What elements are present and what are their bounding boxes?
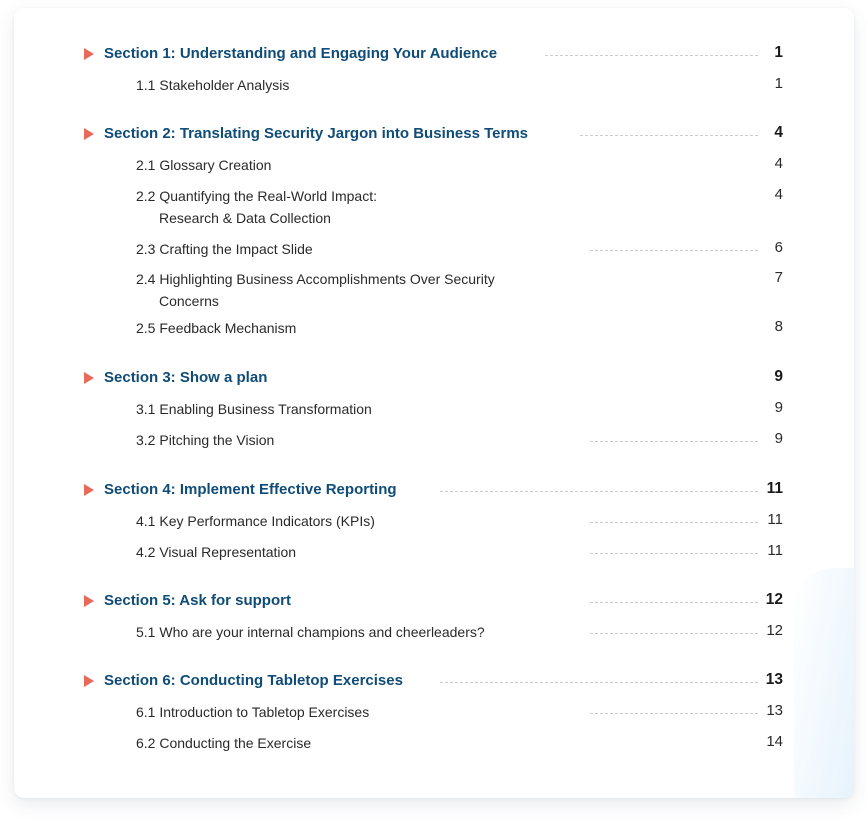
entry-page-number: 6 [774,239,783,256]
entry-page-number: 11 [767,511,783,528]
entry-title-line1: 2.4 Highlighting Business Accomplishments Over Security [136,271,495,287]
triangle-right-icon [84,48,94,60]
entry-page-number: 7 [774,269,783,286]
section-title[interactable]: Section 5: Ask for support [104,592,291,609]
section-page-number: 1 [774,44,783,61]
toc-entry-4-1[interactable] [0,510,868,532]
section-page-number: 4 [774,124,783,141]
section-title[interactable]: Section 1: Understanding and Engaging Your Audience [104,45,498,62]
entry-title[interactable] [136,268,495,312]
dot-leader [440,682,758,683]
toc-entry-3-1[interactable] [0,398,868,420]
toc-entry-2-1[interactable] [0,154,868,176]
dot-leader [590,602,758,603]
toc-section-3[interactable] [0,368,868,388]
toc-section-2[interactable] [0,124,868,144]
section-page-number: 13 [765,671,783,688]
toc-entry-1-1[interactable] [0,74,868,96]
section-title[interactable]: Section 4: Implement Effective Reporting [104,481,397,498]
dot-leader [545,55,758,56]
toc-entry-3-2[interactable] [0,429,868,451]
entry-title-line1: 2.2 Quantifying the Real-World Impact: [136,188,377,204]
section-title[interactable]: Section 2: Translating Security Jargon into Business Terms [104,125,528,142]
dot-leader [440,491,758,492]
triangle-right-icon [84,372,94,384]
toc-section-4[interactable] [0,480,868,500]
toc-section-5[interactable] [0,591,868,611]
entry-title[interactable]: 3.2 Pitching the Vision [136,432,275,448]
dot-leader [590,250,758,251]
entry-title[interactable]: 2.5 Feedback Mechanism [136,320,297,336]
entry-title[interactable]: 4.1 Key Performance Indicators (KPIs) [136,513,375,529]
entry-page-number: 13 [766,702,783,719]
entry-title[interactable]: 4.2 Visual Representation [136,544,297,560]
dot-leader [590,441,758,442]
section-page-number: 12 [765,591,783,608]
entry-title[interactable]: 5.1 Who are your internal champions and cheerleaders? [136,624,485,640]
dot-leader [580,135,758,136]
toc-entry-6-1[interactable] [0,701,868,723]
triangle-right-icon [84,128,94,140]
entry-title[interactable] [136,185,377,229]
entry-title[interactable]: 2.1 Glossary Creation [136,157,272,173]
triangle-right-icon [84,675,94,687]
entry-title-line2: Concerns [159,293,219,309]
section-page-number: 11 [766,480,783,497]
entry-page-number: 8 [774,318,783,335]
entry-page-number: 9 [774,430,783,447]
entry-page-number: 9 [774,399,783,416]
dot-leader [590,553,758,554]
section-page-number: 9 [774,368,783,385]
dot-leader [590,633,758,634]
toc-section-1[interactable] [0,44,868,64]
entry-page-number: 4 [774,186,783,203]
triangle-right-icon [84,484,94,496]
entry-page-number: 4 [774,155,783,172]
toc-section-6[interactable] [0,671,868,691]
entry-title[interactable]: 6.1 Introduction to Tabletop Exercises [136,704,370,720]
entry-title[interactable]: 3.1 Enabling Business Transformation [136,401,372,417]
triangle-right-icon [84,595,94,607]
entry-title-line2: Research & Data Collection [159,210,331,226]
toc-entry-2-4[interactable] [0,268,868,312]
entry-page-number: 11 [767,542,783,559]
toc-entry-2-2[interactable] [0,185,868,229]
toc-entry-5-1[interactable] [0,621,868,643]
toc-entry-2-5[interactable] [0,317,868,339]
entry-title[interactable]: 1.1 Stakeholder Analysis [136,77,290,93]
entry-page-number: 12 [766,622,783,639]
toc-entry-2-3[interactable] [0,238,868,260]
entry-title[interactable]: 2.3 Crafting the Impact Slide [136,241,313,257]
toc-entry-6-2[interactable] [0,732,868,754]
entry-page-number: 1 [774,75,783,92]
section-title[interactable]: Section 3: Show a plan [104,369,268,386]
entry-page-number: 14 [766,733,783,750]
entry-title[interactable]: 6.2 Conducting the Exercise [136,735,312,751]
dot-leader [590,522,758,523]
toc-entry-4-2[interactable] [0,541,868,563]
section-title[interactable]: Section 6: Conducting Tabletop Exercises [104,672,403,689]
dot-leader [590,713,758,714]
